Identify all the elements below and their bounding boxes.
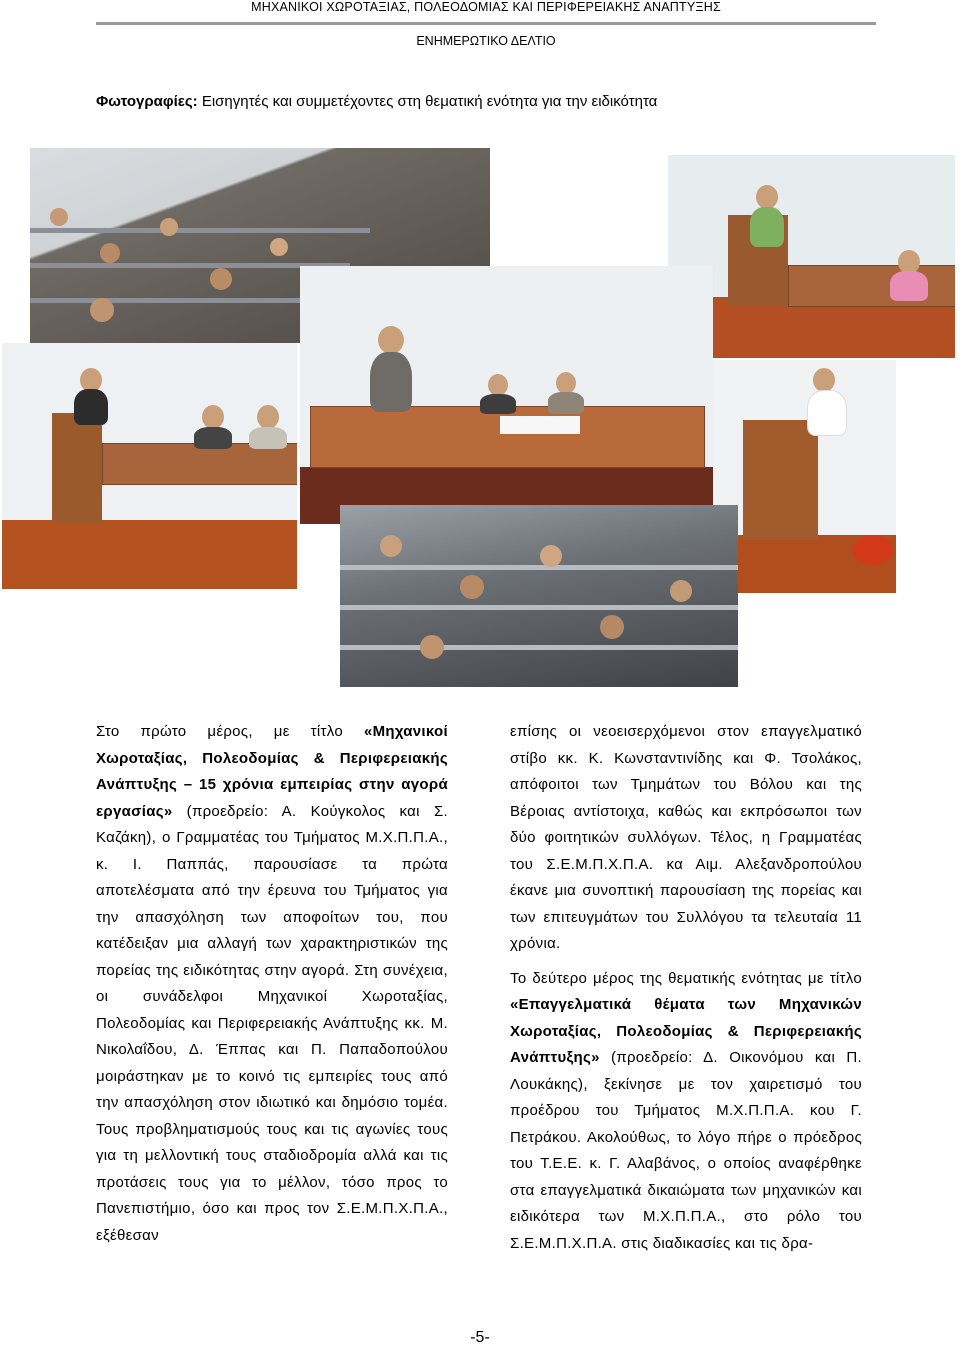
photo-audience-2: [340, 505, 738, 687]
text-run: (προεδρείο: Δ. Οικονόμου και Π. Λουκάκης), ξεκίνησε με τον χαιρετισμό του προέδρου του Τμήματος Μ.Χ.Π.Π.Α. κου Γ. Πετράκου. Ακολούθως, το λόγο πήρε ο πρόεδρος του Τ.Ε.Ε. κ. Γ. Αλαβάνος, ο οποίος αναφέρθηκε στα επαγγελματικά δικαιώματα των μηχανικών και ειδικότερα των Μ.Χ.Π.Π.Α., στο ρόλο του Σ.Ε.Μ.Π.Χ.Π.Α. στις διαδικασίες και τις δρα-: [510, 1049, 862, 1252]
photo-podium-panel-left: [2, 343, 297, 589]
paragraph-continuation: επίσης οι νεοεισερχόμενοι στον επαγγελματικό στίβο κκ. Κ. Κωνσταντινίδης και Φ. Τσολάκος, απόφοιτοι των Τμημάτων του Βόλου και της Βέροιας αντίστοιχα, καθώς και εκπρόσωποι των δύο φοιτητικών συλλόγων. Τέλος, η Γραμματέας του Σ.Ε.Μ.Π.Χ.Π.Α. κα Αιμ. Αλεξανδροπούλου έκανε μια συνοπτική παρουσίαση της πορείας και των επιτευγμάτων του Συλλόγου τα τελευταία 11 χρόνια.: [510, 723, 862, 952]
paragraph-first-part: [96, 719, 448, 1249]
caption-label: Φωτογραφίες:: [96, 93, 198, 110]
paragraph-second-part: [510, 966, 862, 1258]
page-number: -5-: [470, 1329, 490, 1346]
photo-panel-table: [300, 266, 713, 524]
text-run: Στο πρώτο μέρος, με τίτλο: [96, 723, 364, 740]
text-run: (προεδρείο: Α. Κούγκολος και Σ. Καζάκη), ο Γραμματέας του Τμήματος Μ.Χ.Π.Π.Α., κ. Ι. Παππάς, παρουσίασε τα πρώτα αποτελέσματα από την έρευνα του Τμήματος για την απασχόληση των αποφοίτων του, που κατέδειξαν μια αλλαγή των χαρακτηριστικών της πορείας της ειδικότητας στην αγορά. Στη συνέχεια, οι συνάδελφοι Μηχανικοί Χωροταξίας, Πολεοδομίας και Περιφερειακής Ανάπτυξης κκ. Μ. Νικολαΐδου, Δ. Έππας και Π. Παπαδοπούλου μοιράστηκαν με το κοινό τις εμπειρίες τους από την απασχόληση στον ιδιωτικό και δημόσιο τομέα. Τους προβληματισμούς τους και τις αγωνίες τους για τη μελλοντική τους σταδιοδρομία αλλά και τις προτάσεις τους για το μέλλον, τόσο προς το Πανεπιστήμιο, όσο και προς τον Σ.Ε.Μ.Π.Χ.Π.Α., εξέθεσαν: [96, 802, 448, 1244]
body-column-left: [96, 719, 448, 1257]
bulletin-title: ΕΝΗΜΕΡΩΤΙΚΟ ΔΕΛΤΙΟ: [416, 34, 556, 48]
text-run: Το δεύτερο μέρος της θεματικής ενότητας με τίτλο: [510, 969, 862, 987]
organization-name: ΜΗΧΑΝΙΚΟΙ ΧΩΡΟΤΑΞΙΑΣ, ΠΟΛΕΟΔΟΜΙΑΣ ΚΑΙ ΠΕΡΙΦΕΡΕΙΑΚΗΣ ΑΝΑΠΤΥΞΗΣ: [251, 0, 721, 14]
caption-text: Εισηγητές και συμμετέχοντες στη θεματική ενότητα για την ειδικότητα: [197, 93, 658, 110]
photo-speaker-woman-right: [713, 360, 896, 593]
session-title-2: «Επαγγελματικά θέματα των Μηχανικών Χωροταξίας, Πολεοδομίας & Περιφερειακής Ανάπτυξης»: [510, 996, 862, 1066]
body-column-right: [510, 719, 862, 1265]
session-title-1: «Μηχανικοί Χωροταξίας, Πολεοδομίας & Περιφερειακής Ανάπτυξης – 15 χρόνια εμπειρίας στην αγορά εργασίας»: [96, 723, 448, 820]
